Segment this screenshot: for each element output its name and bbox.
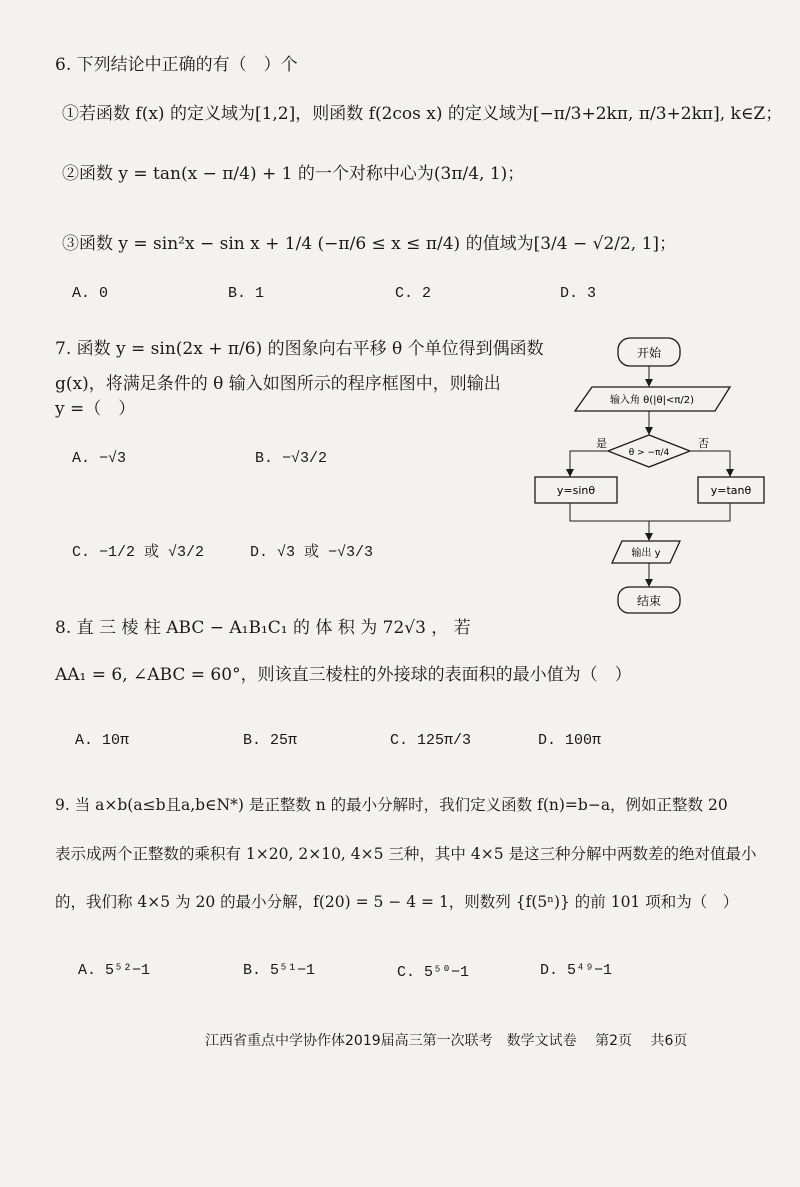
flow-yes-label: 是 xyxy=(596,437,607,450)
q6-option-b: B. 1 xyxy=(228,285,265,302)
q9-option-c: C. 5⁵⁰−1 xyxy=(397,964,470,981)
footer-page-number: 第2页 xyxy=(595,1033,633,1049)
flow-output-label: 输出 y xyxy=(631,548,661,559)
program-flowchart xyxy=(530,335,770,620)
q6-statement-2: ②函数 y = tan(x − π/4) + 1 的一个对称中心为(3π/4, 1)； xyxy=(62,164,525,184)
q8-line-1: 8. 直 三 棱 柱 ABC − A₁B₁C₁ 的 体 积 为 72√3 ， 若 xyxy=(55,618,471,638)
footer-total-pages: 共6页 xyxy=(650,1033,688,1049)
q9-line-2: 表示成两个正整数的乘积有 1×20, 2×10, 4×5 三种，其中 4×5 是这三种分解中两数差的绝对值最小 xyxy=(55,845,757,863)
q9-option-b: B. 5⁵¹−1 xyxy=(243,962,316,979)
q7-line-2: g(x)，将满足条件的 θ 输入如图所示的程序框图中，则输出 xyxy=(55,374,501,394)
q7-option-d: D. √3 或 −√3/3 xyxy=(250,544,374,561)
flow-tan-label: y=tanθ xyxy=(710,484,752,497)
flow-sin-label: y=sinθ xyxy=(556,484,596,497)
q7-option-b: B. −√3/2 xyxy=(255,450,328,467)
flow-input-label: 输入角 θ(|θ|<π/2) xyxy=(609,395,695,406)
q6-statement-3: ③函数 y = sin²x − sin x + 1/4 (−π/6 ≤ x ≤ π/4) 的值域为[3/4 − √2/2, 1]； xyxy=(62,234,677,254)
q6-option-c: C. 2 xyxy=(395,285,432,302)
q8-line-2: AA₁ = 6, ∠ABC = 60°，则该直三棱柱的外接球的表面积的最小值为（ ） xyxy=(55,665,632,685)
flow-no-label: 否 xyxy=(698,437,709,450)
q8-option-c: C. 125π/3 xyxy=(390,732,472,749)
q8-option-a: A. 10π xyxy=(75,732,130,749)
flow-condition-label: θ > −π/4 xyxy=(628,448,670,458)
q9-option-d: D. 5⁴⁹−1 xyxy=(540,962,613,979)
q7-option-c: C. −1/2 或 √3/2 xyxy=(72,544,205,561)
q8-option-b: B. 25π xyxy=(243,732,298,749)
q6-option-d: D. 3 xyxy=(560,285,597,302)
flow-end-label: 结束 xyxy=(636,594,662,608)
q9-line-3: 的，我们称 4×5 为 20 的最小分解，f(20) = 5 − 4 = 1，则数列 {f(5ⁿ)} 的前 101 项和为（ ） xyxy=(55,893,739,911)
q9-line-1: 9. 当 a×b(a≤b且a,b∈N*) 是正整数 n 的最小分解时，我们定义函数 f(n)=b−a，例如正整数 20 xyxy=(55,796,728,814)
q6-option-a: A. 0 xyxy=(72,285,109,302)
flow-start-label: 开始 xyxy=(636,346,662,360)
footer-exam-title: 江西省重点中学协作体2019届高三第一次联考 数学文试卷 xyxy=(205,1033,577,1049)
q7-line-1: 7. 函数 y = sin(2x + π/6) 的图象向右平移 θ 个单位得到偶函数 xyxy=(55,339,544,359)
q6-statement-1: ①若函数 f(x) 的定义域为[1,2]，则函数 f(2cos x) 的定义域为[−π/3+2kπ, π/3+2kπ], k∈Z； xyxy=(62,104,783,124)
q6-stem: 6. 下列结论中正确的有（ ）个 xyxy=(55,55,298,75)
q8-option-d: D. 100π xyxy=(538,732,602,749)
page-footer xyxy=(205,1030,701,1050)
q7-line-3: y =（ ） xyxy=(55,399,136,419)
q9-option-a: A. 5⁵²−1 xyxy=(78,962,151,979)
q7-option-a: A. −√3 xyxy=(72,450,127,467)
